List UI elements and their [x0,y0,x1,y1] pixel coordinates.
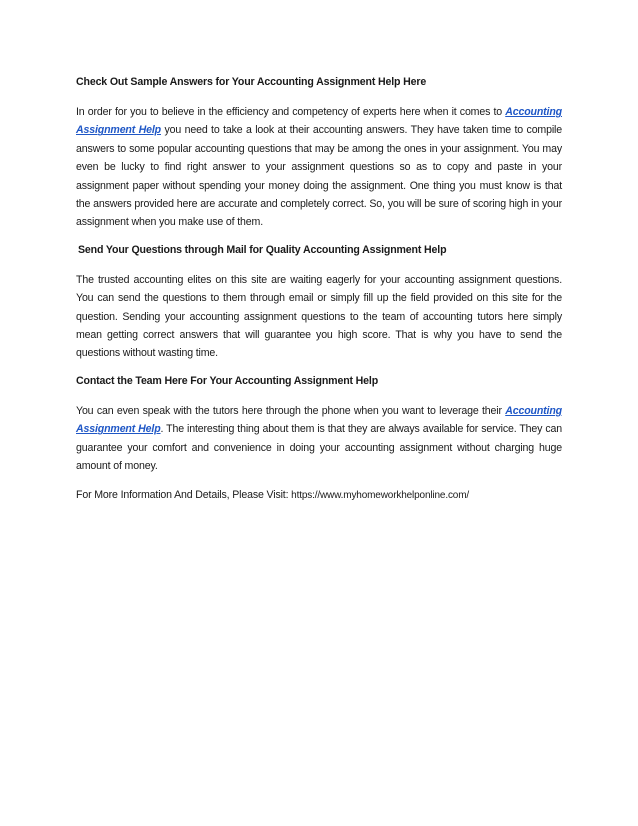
section-heading-sample-answers: Check Out Sample Answers for Your Accounting Assignment Help Here [76,76,427,88]
paragraph-send-questions: The trusted accounting elites on this site are waiting eagerly for your accounting assignment questions. You can send the questions to them through email or simply fill up the field provided on this site for the question. Sending your accounting assignment questions to the team of accounting tutors here simply mean getting correct answers that will guarantee you high score. That is why you have to send the questions without wasting time. [76,273,562,360]
accounting-assignment-help-link[interactable]: Accounting Assignment Help [76,106,562,137]
paragraph-contact-team [76,402,562,476]
paragraph-sample-answers [76,103,562,232]
paragraph-text: you need to take a look at their accounting answers. They have taken time to compile answers to some popular accounting questions that may be among the ones in your assignment. You may even be lucky to find right answer to your assignment questions so as to copy and paste in your assignment paper without spending your money doing the assignment. One thing you must know is that the answers provided here are accurate and completely correct. So, you will be sure of scoring high in your assignment when you make use of them. [76,124,562,229]
paragraph-text: In order for you to believe in the efficiency and competency of experts here when it comes to [76,106,506,118]
section-heading-send-questions: Send Your Questions through Mail for Quality Accounting Assignment Help [78,243,447,256]
paragraph-text: You can even speak with the tutors here through the phone when you want to leverage their [76,404,506,417]
website-url-link[interactable]: https://www.myhomeworkhelponline.com/ [291,489,470,501]
more-info-line [76,486,562,505]
paragraph-text: . The interesting thing about them is that they are always available for service. They can guarantee your comfort and convenience in doing your accounting assignment without charging huge amount of money. [76,423,562,473]
accounting-assignment-help-link[interactable]: Accounting Assignment Help [76,404,562,436]
section-heading-contact-team: Contact the Team Here For Your Accounting Assignment Help [76,374,379,387]
document-body [76,74,562,505]
more-info-label: For More Information And Details, Please Visit: [76,488,292,501]
